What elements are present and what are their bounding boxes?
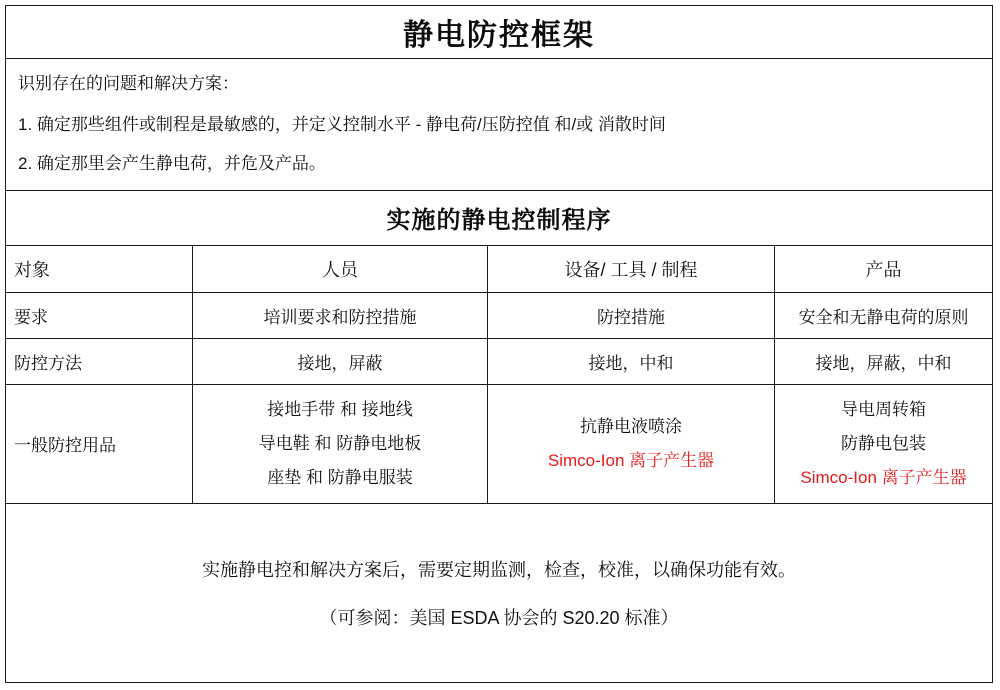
intro-lead: 识别存在的问题和解决方案： — [18, 74, 239, 93]
page-title: 静电防控框架 — [403, 19, 595, 52]
row-label-supplies: 一般防控用品 — [6, 384, 193, 503]
table-header-row — [6, 246, 992, 293]
supplies-equipment-item: 抗静电液喷涂 — [580, 416, 682, 436]
cell-method-people: 接地，屏蔽 — [193, 338, 488, 384]
document-footer — [6, 504, 992, 682]
footer-reference: （可参阅：美国 ESDA 协会的 S20.20 标准） — [319, 608, 679, 629]
supplies-people-item: 座垫 和 防静电服装 — [267, 468, 413, 487]
table-row — [6, 384, 992, 503]
supplies-product-item: 防静电包装 — [841, 433, 926, 453]
document-frame — [5, 5, 993, 683]
supplies-product-item-highlighted: Simco-Ion 离子产生器 — [800, 468, 967, 487]
cell-supplies-equipment — [488, 384, 775, 503]
row-label-method: 防控方法 — [6, 338, 193, 384]
cell-requirement-people: 培训要求和防控措施 — [193, 292, 488, 338]
intro-item-2: 2. 确定那里会产生静电荷，并危及产品。 — [18, 153, 326, 173]
cell-supplies-people — [193, 384, 488, 503]
supplies-people-item: 导电鞋 和 防静电地板 — [258, 433, 422, 453]
table-row — [6, 338, 992, 384]
supplies-equipment-item-highlighted: Simco-Ion 离子产生器 — [547, 450, 715, 470]
esd-control-table — [6, 246, 992, 504]
table-header-equipment: 设备/ 工具 / 制程 — [488, 246, 775, 293]
supplies-people-item: 接地手带 和 接地线 — [267, 399, 413, 419]
row-label-requirement: 要求 — [6, 292, 193, 338]
cell-method-product: 接地，屏蔽，中和 — [775, 338, 993, 384]
intro-block — [6, 59, 992, 191]
table-header-people: 人员 — [193, 246, 488, 293]
table-header-object: 对象 — [6, 246, 193, 293]
section-header-label: 实施的静电控制程序 — [386, 207, 612, 235]
supplies-product-item: 导电周转箱 — [841, 399, 926, 419]
cell-method-equipment: 接地，中和 — [488, 338, 775, 384]
cell-supplies-product — [775, 384, 993, 503]
cell-requirement-equipment: 防控措施 — [488, 292, 775, 338]
document-title-row — [6, 6, 992, 59]
section-header — [6, 191, 992, 246]
cell-requirement-product: 安全和无静电荷的原则 — [775, 292, 993, 338]
intro-item-1: 1. 确定那些组件或制程是最敏感的，并定义控制水平 - 静电荷/压防控值 和/或 消散时间 — [18, 114, 666, 134]
table-header-product: 产品 — [775, 246, 993, 293]
footer-note: 实施静电控和解决方案后，需要定期监测，检查，校准，以确保功能有效。 — [202, 560, 796, 581]
table-row — [6, 292, 992, 338]
